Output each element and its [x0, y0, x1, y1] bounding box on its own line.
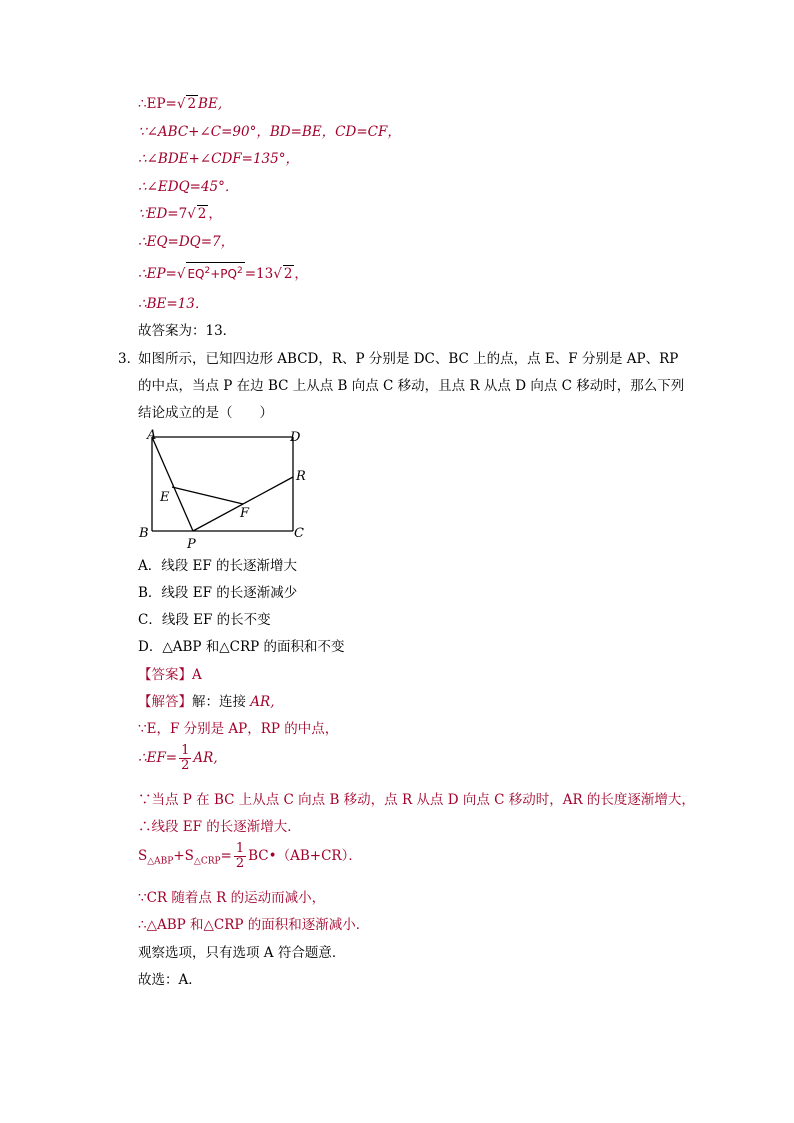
question-stem-1: 如图所示，已知四边形 ABCD，R、P 分别是 DC、BC 上的点，点 E、F 分别是 AP、RP: [138, 351, 679, 367]
geometry-figure: [130, 425, 320, 555]
segment-ef: [172, 487, 243, 504]
solution-line: 【解答】解：连接 AR,: [138, 694, 275, 710]
option-d: D．△ABP 和△CRP 的面积和不变: [138, 639, 345, 655]
question-stem-2: 的中点，当点 P 在边 BC 上从点 B 向点 C 移动，且点 R 从点 D 向点 C 移动时，那么下列: [138, 378, 685, 394]
label-d: D: [290, 430, 301, 445]
label-f: F: [240, 506, 250, 521]
option-c: C．线段 EF 的长不变: [138, 612, 271, 628]
label-a: A: [147, 428, 157, 443]
label-e: E: [160, 490, 170, 505]
line-be-13: ∴BE=13．: [138, 296, 209, 312]
line-angle-sum: ∵∠ABC+∠C=90°，BD=BE，CD=CF，: [138, 124, 401, 140]
line-ep-sqrt2be: ∴EP=√ 2 BE,: [138, 96, 223, 112]
label-c: C: [294, 526, 304, 541]
solution-area-decrease: ∴△ABP 和△CRP 的面积和逐渐减小．: [138, 917, 370, 933]
solution-ef-half-ar: ∴EF= $\frac{1}{2}$ AR,: [138, 743, 218, 773]
option-a: A．线段 EF 的长逐渐增大: [138, 558, 298, 574]
solution-observe: 观察选项，只有选项 A 符合题意．: [138, 945, 346, 961]
line-angle-45: ∴∠EDQ=45°．: [138, 179, 239, 195]
line-angle-135: ∴∠BDE+∠CDF=135°，: [138, 151, 299, 167]
option-b: B．线段 EF 的长逐渐减少: [138, 585, 298, 601]
label-p: P: [187, 537, 196, 552]
solution-cr-decrease: ∵CR 随着点 R 的运动而减小，: [138, 890, 326, 906]
question-number: 3．: [118, 351, 141, 367]
line-answer-13: 故答案为：13．: [138, 323, 237, 339]
solution-ef-increase: ∴线段 EF 的长逐渐增大．: [138, 819, 301, 835]
solution-ar-increase: ∵当点 P 在 BC 上从点 C 向点 B 移动，点 R 从点 D 向点 C 移动时，AR 的长度逐渐增大，: [138, 792, 695, 808]
label-b: B: [139, 526, 149, 541]
question-stem-3: 结论成立的是（ ）: [138, 405, 273, 421]
line-eq-dq: ∴EQ=DQ=7，: [138, 234, 235, 250]
solution-midpoints: ∵E，F 分别是 AP，RP 的中点，: [138, 721, 339, 737]
line-ep-13sqrt2: ∴EP=√ $EQ^2+PQ^2 =13√$ 2 ，: [138, 262, 308, 284]
answer-line: 【答案】A: [138, 667, 202, 683]
solution-area-sum: $S_{\triangle ABP}+S_{\triangle CRP}=$ $\frac{1}{2}$ BC•（AB+CR）．: [138, 841, 362, 871]
label-r: R: [296, 469, 306, 484]
solution-choose: 故选：A．: [138, 972, 202, 988]
line-ed-7sqrt2: ∵ED=7√ 2 ，: [138, 206, 222, 222]
segment-ap: [152, 437, 193, 531]
